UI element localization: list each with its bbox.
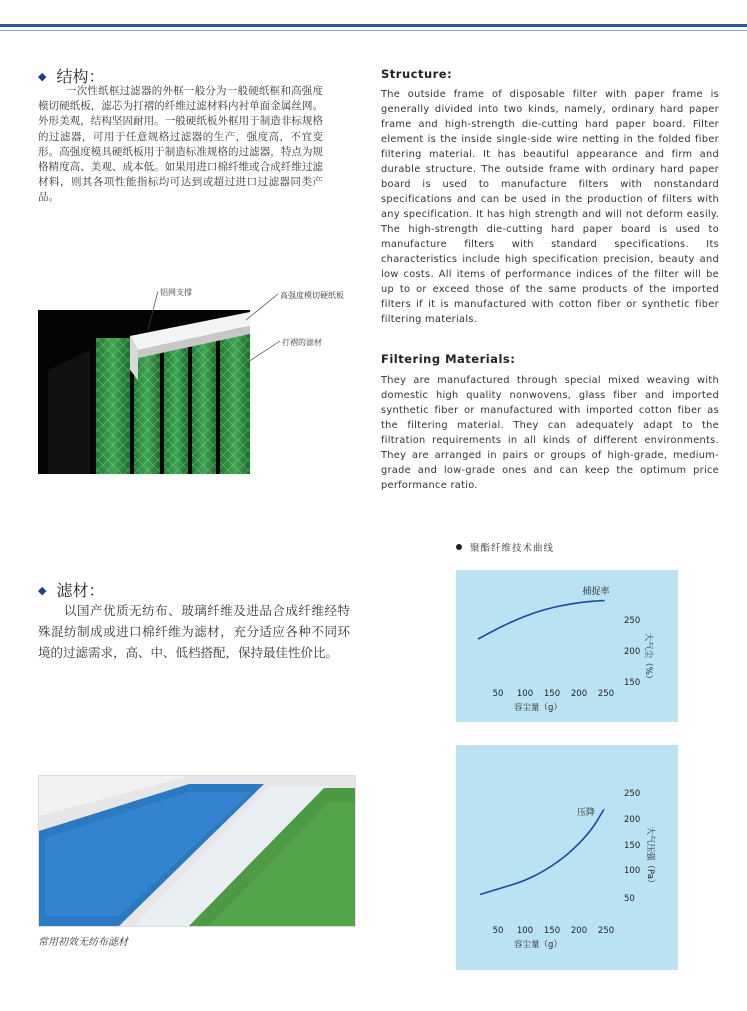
y-tick-label: 150	[624, 841, 641, 851]
x-tick-label: 100	[516, 926, 534, 936]
chart-pressure	[456, 745, 678, 970]
chart2-x-label: 容尘量（g）	[514, 940, 562, 950]
chart2-y-ticks	[624, 789, 640, 904]
callout-hard-paper-board: 高强度模切硬纸板	[280, 291, 344, 300]
materials-zh-heading: ◆ 滤材：	[38, 581, 105, 600]
chart2-y-label: 大气压强（Pa）	[645, 826, 655, 888]
y-tick-label: 50	[624, 894, 635, 904]
chart2-curve	[480, 809, 604, 895]
nonwoven-photo-caption: 常用初效无纺布滤材	[38, 937, 128, 948]
chart1-x-label: 容尘量（g）	[514, 703, 562, 713]
chart1-y-ticks	[624, 616, 640, 688]
chart2-series-label: 压降	[576, 808, 596, 818]
materials-en-heading: Filtering Materials:	[381, 352, 516, 366]
chart1-series-label: 捕捉率	[582, 587, 610, 597]
chart2-x-ticks	[493, 926, 615, 936]
materials-en-text: They are manufactured through special mixed weaving with domestic high quality nonwovens, glass fiber and imported synthetic fiber or manufactured with imported cotton fiber as the filtering material. They can adequately adapt to the filtration requirements in all kinds of different environments. They are arranged in pairs or groups of high-grade, medium-grade and low-grade ones and can keep the optimum price performance ratio.	[381, 375, 719, 491]
chart1-curve	[478, 601, 604, 639]
x-tick-label: 200	[570, 689, 588, 699]
diamond-bullet-icon: ◆	[38, 584, 47, 597]
diamond-bullet-icon: ◆	[38, 70, 47, 83]
y-tick-label: 150	[624, 678, 641, 688]
nonwoven-media-photo	[38, 775, 356, 927]
charts-title: 聚酯纤维技术曲线	[456, 540, 554, 554]
x-tick-label: 200	[570, 926, 588, 936]
chart1-x-ticks	[493, 689, 615, 699]
structure-en-heading: Structure:	[381, 67, 453, 81]
y-tick-label: 200	[624, 647, 641, 657]
materials-zh-text: 以国产优质无纺布、玻璃纤维及进品合成纤维经特殊混纺制成或进口棉纤维为滤材，充分适应各种不同环境的过滤需求，高、中、低档搭配，保持最佳性价比。	[38, 603, 350, 660]
y-tick-label: 250	[624, 616, 641, 626]
y-tick-label: 200	[624, 815, 641, 825]
y-tick-label: 100	[624, 866, 641, 876]
bullet-dot-icon	[456, 544, 462, 550]
chart-efficiency	[456, 570, 678, 722]
x-tick-label: 50	[492, 926, 504, 936]
x-tick-label: 100	[516, 689, 534, 699]
structure-zh-text: 一次性纸框过滤器的外框一般分为一般硬纸框和高强度模切硬纸板，滤芯为打褶的纤维过滤材料内衬单面金属丝网。外形美观，结构坚固耐用。一般硬纸板外框用于制造非标规格的过滤器，可用于任意规格过滤器的生产，强度高，不宜变形。高强度模具硬纸板用于制造标准规格的过滤器，特点为规格精度高、美观、成本低。如果用进口棉纤维或合成纤维过滤材料，则其各项性能指标均可达到或超过进口过滤器同类产品。	[38, 85, 323, 204]
callout-aluminum-mesh: 铝网支撑	[160, 288, 192, 297]
structure-en-text: The outside frame of disposable filter with paper frame is generally divided into two kinds, namely, ordinary hard paper frame and high-strength die-cutting hard paper board. Filter element is the inside single-side wire netting in the folded fiber filtering material. It has beautiful appearance and firm and durable structure. The outside frame with ordinary hard paper board is used to manufacture filters with nonstandard specifications and can be used in the production of filters with any specification. It has high strength and will not deform easily. The high-strength die-cutting hard paper board is used to manufacture filters with standard specifications. Its characteristics include high specification precision, beauty and low costs. All items of performance indices of the filter will be up to or exceed those of the same products of the imported filters if it is manufactured with cotton fiber or synthetic fiber filtering materials.	[381, 89, 719, 325]
chart1-y-label: 大气尘（%）	[643, 632, 653, 684]
callout-pleated-material: 打褶的滤材	[282, 338, 322, 347]
x-tick-label: 150	[543, 689, 561, 699]
x-tick-label: 150	[543, 926, 561, 936]
structure-zh-heading: ◆ 结构：	[38, 67, 105, 86]
x-tick-label: 50	[492, 689, 504, 699]
y-tick-label: 250	[624, 789, 641, 799]
x-tick-label: 250	[597, 926, 615, 936]
x-tick-label: 250	[597, 689, 615, 699]
